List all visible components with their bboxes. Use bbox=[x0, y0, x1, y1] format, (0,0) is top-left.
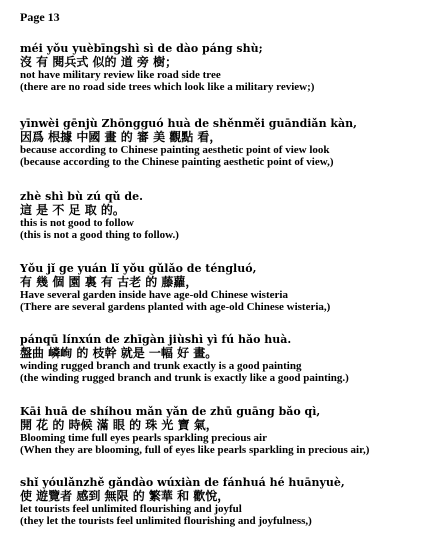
verse-gloss: this is not good to follow bbox=[20, 217, 134, 229]
verse-translation: (the winding rugged branch and trunk is exactly like a good painting.) bbox=[20, 372, 349, 384]
verse-hanzi: 有 幾 個 園 裏 有 古老 的 藤蘿， bbox=[20, 275, 198, 289]
verse-translation: (When they are blooming, full of eyes like pearls sparkling in precious air,) bbox=[20, 444, 370, 456]
verse-5 bbox=[20, 333, 420, 384]
verse-pinyin: zhè shì bù zú qǔ de. bbox=[20, 190, 143, 203]
verse-hanzi: 使 遊覽者 感到 無限 的 繁華 和 歡悅， bbox=[20, 489, 230, 503]
verse-pinyin: yīnwèi gēnjù Zhōngguó huà de shěnměi guāndiǎn kàn, bbox=[20, 117, 357, 130]
verse-pinyin: pánqū línxún de zhīgàn jiùshì yì fú hǎo huà. bbox=[20, 333, 292, 346]
verse-translation: (this is not a good thing to follow.) bbox=[20, 229, 179, 241]
verse-pinyin: Kāi huā de shíhou mǎn yǎn de zhū guāng bǎo qì, bbox=[20, 405, 321, 418]
verse-hanzi: 因爲 根據 中國 畫 的 審 美 觀點 看， bbox=[20, 130, 222, 144]
verse-hanzi: 這 是 不 足 取 的。 bbox=[20, 203, 125, 217]
verse-gloss: let tourists feel unlimited flourishing and joyful bbox=[20, 503, 242, 515]
verse-pinyin: shǐ yóulǎnzhě gǎndào wúxiàn de fánhuá hé huānyuè, bbox=[20, 476, 345, 489]
verse-gloss: winding rugged branch and trunk exactly is a good painting bbox=[20, 360, 302, 372]
verse-7 bbox=[20, 476, 420, 527]
verse-pinyin: méi yǒu yuèbīngshì sì de dào páng shù; bbox=[20, 42, 263, 55]
verse-gloss: because according to Chinese painting aesthetic point of view look bbox=[20, 144, 330, 156]
page-number: Page 13 bbox=[20, 10, 60, 24]
verse-6 bbox=[20, 405, 420, 456]
verse-gloss: Have several garden inside have age-old Chinese wisteria bbox=[20, 289, 288, 301]
verse-gloss: Blooming time full eyes pearls sparkling precious air bbox=[20, 432, 267, 444]
verse-hanzi: 盤曲 嶙峋 的 枝幹 就是 一幅 好 畫。 bbox=[20, 346, 218, 360]
verse-pinyin: Yǒu jǐ ge yuán lǐ yǒu gǔlǎo de téngluó, bbox=[20, 262, 257, 275]
verse-translation: (There are several gardens planted with age-old Chinese wisteria,) bbox=[20, 301, 331, 313]
verse-translation: (there are no road side trees which look like a military review;) bbox=[20, 81, 315, 93]
verse-translation: (because according to the Chinese painting aesthetic point of view,) bbox=[20, 156, 334, 168]
verse-gloss: not have military review like road side tree bbox=[20, 69, 221, 81]
verse-2 bbox=[20, 117, 420, 168]
verse-translation: (they let the tourists feel unlimited flourishing and joyfulness,) bbox=[20, 515, 312, 527]
verse-3 bbox=[20, 190, 420, 241]
verse-4 bbox=[20, 262, 420, 313]
verse-hanzi: 開 花 的 時候 滿 眼 的 珠 光 寶 氣， bbox=[20, 418, 218, 432]
verse-1 bbox=[20, 42, 420, 93]
verse-hanzi: 沒 有 閱兵式 似的 道 旁 樹； bbox=[20, 55, 178, 69]
